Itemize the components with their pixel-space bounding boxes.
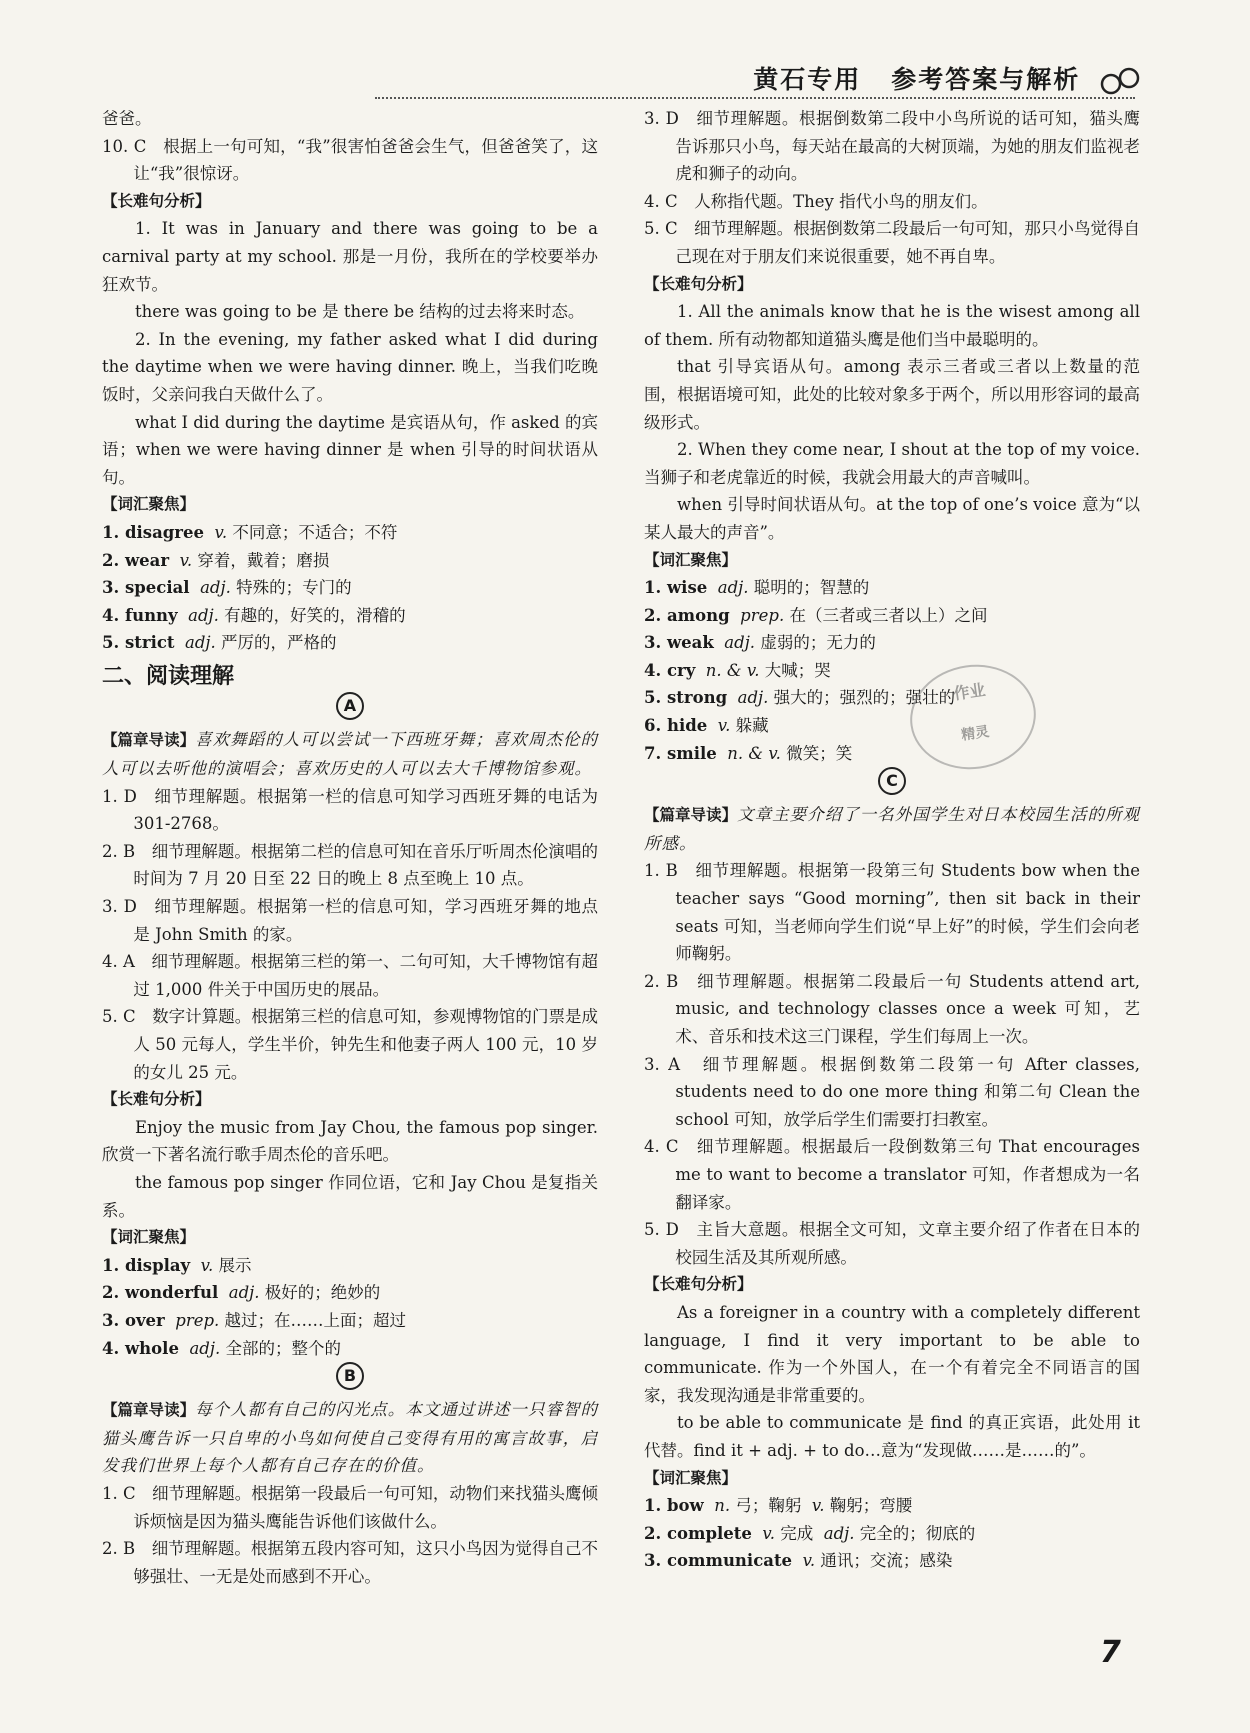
header-logo-icon [1099, 66, 1145, 96]
answer-item: 2. B 细节理解题。根据第二段最后一句 Students attend art, music, and technology classes once a week 可知，艺术、音乐和技术这三门课程，学生们每周上一次。 [644, 971, 1140, 1046]
section-heading: 【词汇聚焦】 [102, 1228, 196, 1247]
sentence-analysis: there was going to be 是 there be 结构的过去将来时态。 [135, 302, 585, 322]
vocab-item: 3. special adj. 特殊的；专门的 [102, 578, 352, 598]
sentence-analysis: As a foreigner in a country with a completely different language, I find it very important to be able to communicate. 作为一个外国人，在一个有着完全不同语言的国家，我发现沟通是非常重要的。 [644, 1302, 1140, 1405]
vocab-item: 7. smile n. & v. 微笑；笑 [644, 743, 853, 763]
sentence-analysis: 2. When they come near, I shout at the top of my voice. 当狮子和老虎靠近的时候，我就会用最大的声音喊叫。 [644, 440, 1140, 487]
answer-item: 2. B 细节理解题。根据第五段内容可知，这只小鸟因为觉得自己不够强壮、一无是处而感到不开心。 [102, 1539, 598, 1586]
section-heading: 【长难句分析】 [644, 274, 753, 293]
page-number: 7 [1100, 1635, 1121, 1670]
answer-item: 4. C 人称指代题。They 指代小鸟的朋友们。 [644, 191, 988, 211]
part-title: 二、阅读理解 [102, 663, 235, 689]
header-divider [375, 97, 1135, 99]
sentence-analysis: to be able to communicate 是 find 的真正宾语，此处用 it 代替。find it + adj. + to do…意为“发现做……是……的”。 [644, 1413, 1140, 1460]
vocab-item: 3. weak adj. 虚弱的；无力的 [644, 633, 876, 653]
passage-guide: 【篇章导读】每个人都有自己的闪光点。本文通过讲述一只睿智的猫头鹰告诉一只自卑的小鸟如何使自己变得有用的寓言故事，启发我们世界上每个人都有自己存在的价值。 [102, 1400, 598, 1476]
sentence-analysis: 2. In the evening, my father asked what I did during the daytime when we were having dinner. 晚上，当我们吃晚饭时，父亲问我白天做什么了。 [102, 329, 598, 404]
text-line: 爸爸。 [102, 109, 152, 128]
answer-item: 3. A 细节理解题。根据倒数第二段第一句 After classes, students need to do one more thing 和第二句 Clean the school 可知，放学后学生们需要打扫教室。 [644, 1054, 1140, 1129]
page-header [753, 60, 1145, 96]
answer-item: 5. D 主旨大意题。根据全文可知，文章主要介绍了作者在日本的校园生活及其所观所感。 [644, 1220, 1140, 1267]
answer-item: 4. A 细节理解题。根据第三栏的第一、二句可知，大千博物馆有超过 1,000 件关于中国历史的展品。 [102, 952, 598, 999]
answer-item: 2. B 细节理解题。根据第二栏的信息可知在音乐厅听周杰伦演唱的时间为 7 月 20 日至 22 日的晚上 8 点至晚上 10 点。 [102, 841, 598, 889]
sentence-analysis: 1. It was in January and there was going to be a carnival party at my school. 那是一月份，我所在的学校要举办狂欢节。 [102, 219, 598, 294]
passage-marker-b: B [336, 1362, 364, 1390]
section-heading: 【词汇聚焦】 [644, 1468, 738, 1487]
vocab-item: 5. strong adj. 强大的；强烈的；强壮的 [644, 688, 956, 708]
answer-item: 5. C 数字计算题。根据第三栏的信息可知，参观博物馆的门票是成人 50 元每人，学生半价，钟先生和他妻子两人 100 元，10 岁的女儿 25 元。 [102, 1007, 598, 1082]
vocab-item: 1. bow n. 弓；鞠躬 v. 鞠躬；弯腰 [644, 1496, 913, 1516]
vocab-item: 5. strict adj. 严厉的，严格的 [102, 633, 337, 653]
sentence-analysis: what I did during the daytime 是宾语从句，作 asked 的宾语；when we were having dinner 是 when 引导的时间状语从句。 [102, 412, 598, 487]
passage-guide: 【篇章导读】喜欢舞蹈的人可以尝试一下西班牙舞；喜欢周杰伦的人可以去听他的演唱会；喜欢历史的人可以去大千博物馆参观。 [102, 730, 598, 779]
section-heading: 【词汇聚焦】 [644, 550, 738, 569]
right-column [644, 105, 1140, 1575]
vocab-item: 4. funny adj. 有趣的，好笑的，滑稽的 [102, 605, 406, 625]
sentence-analysis: that 引导宾语从句。among 表示三者或三者以上数量的范围，根据语境可知，此处的比较对象多于两个，所以用形容词的最高级形式。 [644, 357, 1140, 432]
stamp-text-top: 作业 [952, 680, 987, 704]
vocab-item: 2. complete v. 完成 adj. 完全的；彻底的 [644, 1523, 976, 1543]
sentence-analysis: Enjoy the music from Jay Chou, the famous pop singer. 欣赏一下著名流行歌手周杰伦的音乐吧。 [102, 1117, 598, 1165]
header-title-left: 黄石专用 [753, 65, 862, 94]
answer-item: 1. B 细节理解题。根据第一段第三句 Students bow when the teacher says “Good morning”, then sit back in their seats 可知，当老师向学生们说“早上好”的时候，学生们会向老师鞠躬。 [644, 861, 1140, 964]
passage-guide: 【篇章导读】文章主要介绍了一名外国学生对日本校园生活的所观所感。 [644, 805, 1140, 853]
vocab-item: 2. among prep. 在（三者或三者以上）之间 [644, 605, 988, 625]
section-heading: 【长难句分析】 [102, 191, 211, 210]
answer-item: 10. C 根据上一句可知，“我”很害怕爸爸会生气，但爸爸笑了，这让“我”很惊讶。 [102, 136, 598, 184]
header-title-right: 参考答案与解析 [891, 65, 1081, 94]
stamp-text-bottom: 精灵 [960, 723, 991, 744]
vocab-item: 1. wise adj. 聪明的；智慧的 [644, 578, 870, 598]
vocab-item: 1. disagree v. 不同意；不适合；不符 [102, 522, 398, 542]
sentence-analysis: when 引导时间状语从句。at the top of one’s voice 意为“以某人最大的声音”。 [644, 495, 1140, 542]
vocab-item: 3. communicate v. 通讯；交流；感染 [644, 1551, 953, 1571]
sentence-analysis: the famous pop singer 作同位语，它和 Jay Chou 是复指关系。 [102, 1172, 598, 1220]
section-heading: 【长难句分析】 [102, 1090, 211, 1109]
vocab-item: 2. wonderful adj. 极好的；绝妙的 [102, 1283, 381, 1303]
vocab-item: 4. cry n. & v. 大喊；哭 [644, 660, 831, 680]
left-column [102, 105, 598, 1590]
section-heading: 【词汇聚焦】 [102, 495, 196, 514]
vocab-item: 2. wear v. 穿着，戴着；磨损 [102, 550, 330, 570]
answer-item: 3. D 细节理解题。根据第一栏的信息可知，学习西班牙舞的地点是 John Smith 的家。 [102, 897, 598, 944]
vocab-item: 3. over prep. 越过；在……上面；超过 [102, 1310, 407, 1330]
answer-item: 1. C 细节理解题。根据第一段最后一句可知，动物们来找猫头鹰倾诉烦恼是因为猫头鹰能告诉他们该做什么。 [102, 1483, 598, 1531]
vocab-item: 6. hide v. 躲藏 [644, 716, 769, 736]
passage-marker-a: A [336, 692, 364, 720]
answer-item: 5. C 细节理解题。根据倒数第二段最后一句可知，那只小鸟觉得自己现在对于朋友们来说很重要，她不再自卑。 [644, 219, 1140, 266]
sentence-analysis: 1. All the animals know that he is the wisest among all of them. 所有动物都知道猫头鹰是他们当中最聪明的。 [644, 302, 1140, 349]
vocab-item: 4. whole adj. 全部的；整个的 [102, 1338, 341, 1358]
answer-item: 3. D 细节理解题。根据倒数第二段中小鸟所说的话可知，猫头鹰告诉那只小鸟，每天站在最高的大树顶端，为她的朋友们监视老虎和狮子的动向。 [644, 109, 1140, 184]
answer-item: 4. C 细节理解题。根据最后一段倒数第三句 That encourages me to want to become a translator 可知，作者想成为一名翻译家。 [644, 1137, 1140, 1212]
vocab-item: 1. display v. 展示 [102, 1255, 252, 1275]
section-heading: 【长难句分析】 [644, 1275, 753, 1294]
answer-item: 1. D 细节理解题。根据第一栏的信息可知学习西班牙舞的电话为 301-2768。 [102, 786, 598, 834]
passage-marker-c: C [878, 767, 906, 795]
